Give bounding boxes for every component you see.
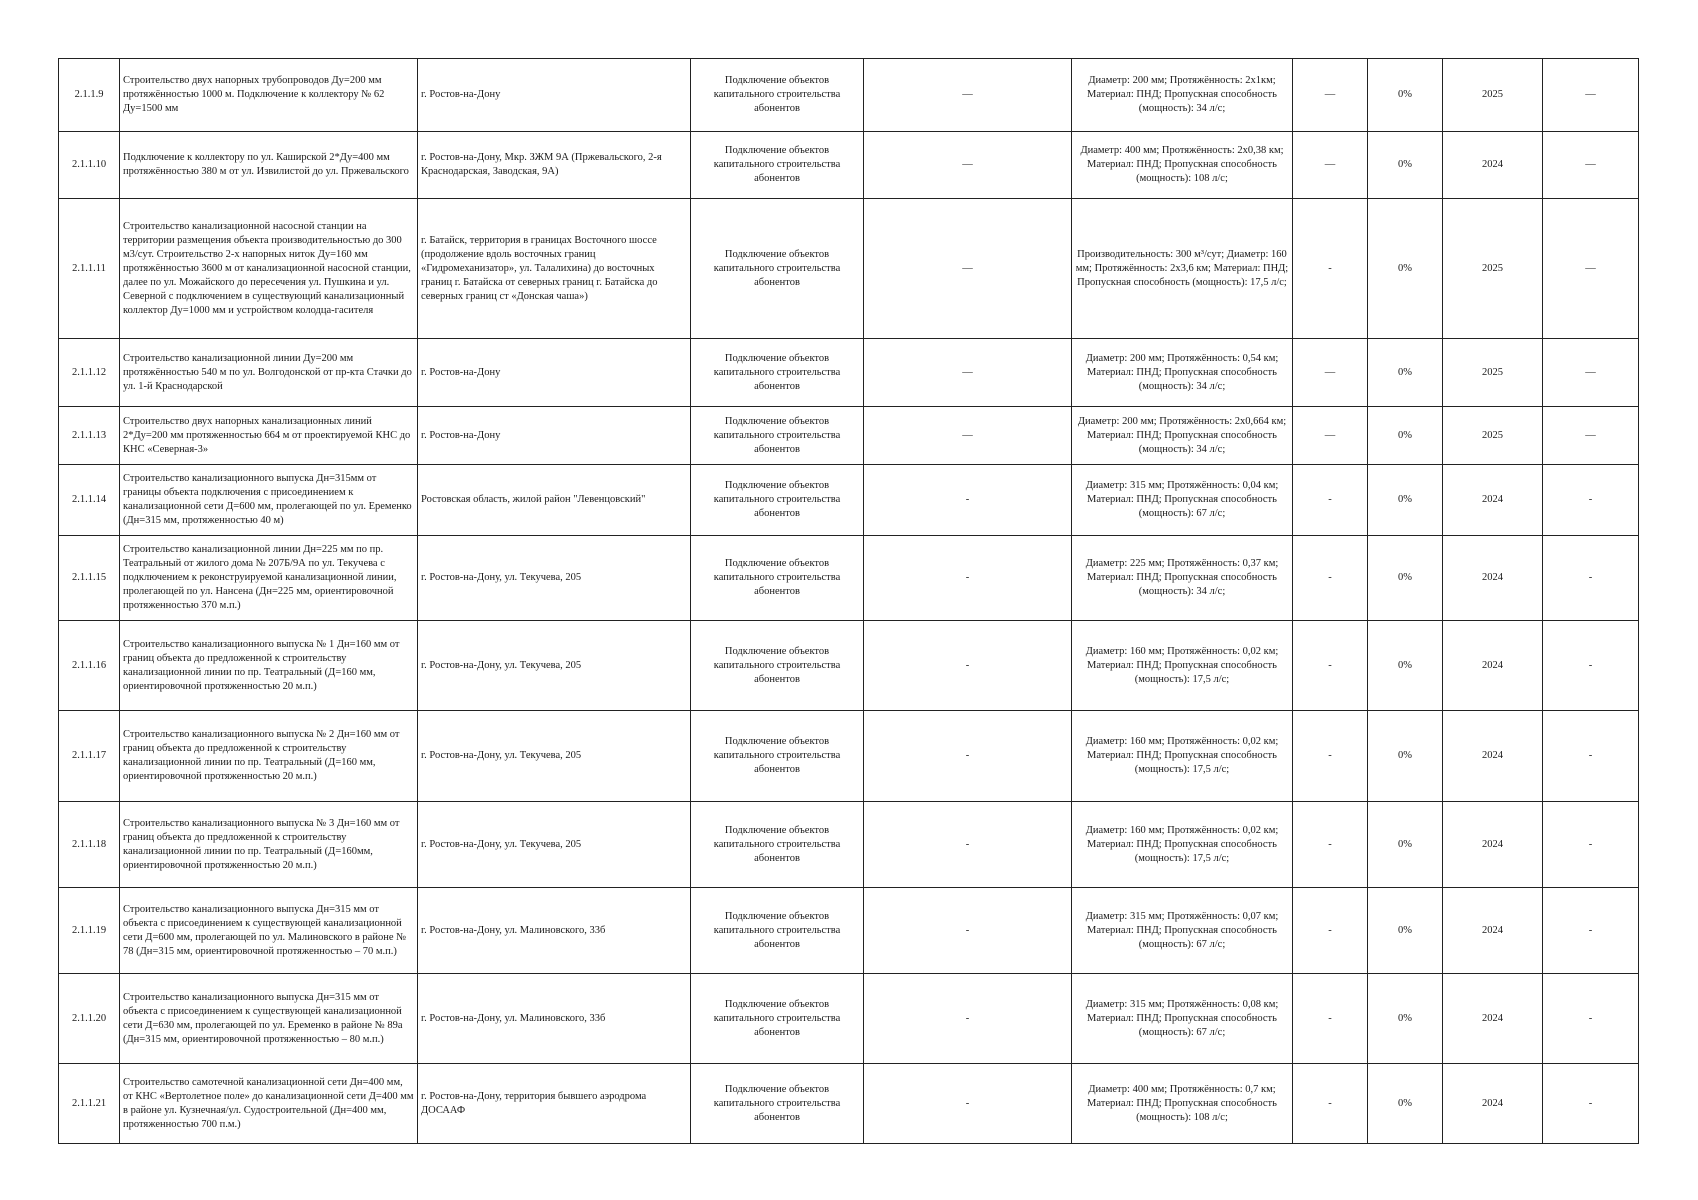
- value-column-5: -: [864, 802, 1072, 888]
- value-column-5: -: [864, 621, 1072, 711]
- row-number: 2.1.1.13: [59, 407, 120, 465]
- completion-year: 2024: [1443, 621, 1543, 711]
- technical-specification: Диаметр: 315 мм; Протяжённость: 0,08 км; Материал: ПНД; Пропускная способность (мощность): 67 л/с;: [1072, 974, 1293, 1064]
- row-number: 2.1.1.19: [59, 888, 120, 974]
- project-address: г. Ростов-на-Дону: [418, 59, 691, 132]
- value-column-5: —: [864, 132, 1072, 199]
- technical-specification: Диаметр: 160 мм; Протяжённость: 0,02 км; Материал: ПНД; Пропускная способность (мощность): 17,5 л/с;: [1072, 802, 1293, 888]
- value-column-10: —: [1543, 339, 1639, 407]
- table-row: [59, 711, 1639, 802]
- completion-year: 2025: [1443, 407, 1543, 465]
- value-column-10: -: [1543, 974, 1639, 1064]
- row-number: 2.1.1.15: [59, 536, 120, 621]
- project-address: г. Ростов-на-Дону, ул. Малиновского, 33б: [418, 974, 691, 1064]
- value-column-10: -: [1543, 621, 1639, 711]
- table-row: [59, 199, 1639, 339]
- value-column-10: -: [1543, 465, 1639, 536]
- value-column-7: —: [1293, 132, 1368, 199]
- technical-specification: Диаметр: 400 мм; Протяжённость: 0,7 км; Материал: ПНД; Пропускная способность (мощность): 108 л/с;: [1072, 1064, 1293, 1144]
- value-column-7: -: [1293, 888, 1368, 974]
- row-number: 2.1.1.18: [59, 802, 120, 888]
- completion-percent: 0%: [1368, 711, 1443, 802]
- project-description: Строительство двух напорных трубопроводов Ду=200 мм протяжённостью 1000 м. Подключение к коллектору № 62 Ду=1500 мм: [120, 59, 418, 132]
- completion-year: 2024: [1443, 1064, 1543, 1144]
- value-column-10: -: [1543, 802, 1639, 888]
- value-column-10: -: [1543, 888, 1639, 974]
- project-purpose: Подключение объектов капитального строительства абонентов: [691, 132, 864, 199]
- value-column-7: -: [1293, 465, 1368, 536]
- value-column-5: -: [864, 465, 1072, 536]
- construction-projects-table: [58, 58, 1639, 1144]
- project-address: г. Батайск, территория в границах Восточного шоссе (продолжение вдоль восточных границ «Гидромеханизатор», ул. Талалихина) до восточных границ г. Батайска от северных границ г. Батайска до северных границ ст «Донская чаша»): [418, 199, 691, 339]
- value-column-10: —: [1543, 59, 1639, 132]
- value-column-5: —: [864, 59, 1072, 132]
- project-description: Строительство канализационного выпуска Дн=315 мм от объекта с присоединением к существующей канализационной сети Д=600 мм, пролегающей по ул. Малиновского в районе № 78 (Дн=315 мм, ориентировочной протяженностью – 70 м.п.): [120, 888, 418, 974]
- project-address: Ростовская область, жилой район "Левенцовский": [418, 465, 691, 536]
- table-row: [59, 339, 1639, 407]
- technical-specification: Диаметр: 160 мм; Протяжённость: 0,02 км; Материал: ПНД; Пропускная способность (мощность): 17,5 л/с;: [1072, 621, 1293, 711]
- value-column-7: -: [1293, 536, 1368, 621]
- table-row: [59, 974, 1639, 1064]
- value-column-5: -: [864, 888, 1072, 974]
- project-address: г. Ростов-на-Дону, ул. Текучева, 205: [418, 621, 691, 711]
- project-address: г. Ростов-на-Дону, ул. Текучева, 205: [418, 802, 691, 888]
- completion-percent: 0%: [1368, 407, 1443, 465]
- project-address: г. Ростов-на-Дону, ул. Малиновского, 33б: [418, 888, 691, 974]
- project-description: Подключение к коллектору по ул. Каширской 2*Ду=400 мм протяжённостью 380 м от ул. Извилистой до ул. Пржевальского: [120, 132, 418, 199]
- technical-specification: Диаметр: 315 мм; Протяжённость: 0,04 км; Материал: ПНД; Пропускная способность (мощность): 67 л/с;: [1072, 465, 1293, 536]
- project-description: Строительство канализационного выпуска № 1 Дн=160 мм от границ объекта до предложенной к строительству канализационной линии по пр. Театральный (Д=160 мм, ориентировочной протяженностью 20 м.п.): [120, 621, 418, 711]
- value-column-5: —: [864, 199, 1072, 339]
- row-number: 2.1.1.14: [59, 465, 120, 536]
- completion-percent: 0%: [1368, 802, 1443, 888]
- project-address: г. Ростов-на-Дону, Мкр. ЗЖМ 9А (Пржевальского, 2-я Краснодарская, Заводская, 9А): [418, 132, 691, 199]
- row-number: 2.1.1.17: [59, 711, 120, 802]
- row-number: 2.1.1.12: [59, 339, 120, 407]
- project-purpose: Подключение объектов капитального строительства абонентов: [691, 536, 864, 621]
- technical-specification: Диаметр: 315 мм; Протяжённость: 0,07 км; Материал: ПНД; Пропускная способность (мощность): 67 л/с;: [1072, 888, 1293, 974]
- table-row: [59, 407, 1639, 465]
- value-column-10: -: [1543, 711, 1639, 802]
- value-column-10: —: [1543, 407, 1639, 465]
- completion-percent: 0%: [1368, 888, 1443, 974]
- table-row: [59, 59, 1639, 132]
- value-column-7: -: [1293, 1064, 1368, 1144]
- project-description: Строительство канализационного выпуска Дн=315 мм от объекта с присоединением к существующей канализационной сети Д=630 мм, пролегающей по ул. Еременко в районе № 89а (Дн=315 мм, ориентировочной протяженностью – 80 м.п.): [120, 974, 418, 1064]
- project-description: Строительство самотечной канализационной сети Дн=400 мм, от КНС «Вертолетное поле» до канализационной сети Д=400 мм в районе ул. Кузнечная/ул. Судостроительной (Дн=400 мм, протяженностью 700 п.м.): [120, 1064, 418, 1144]
- value-column-5: -: [864, 1064, 1072, 1144]
- completion-percent: 0%: [1368, 339, 1443, 407]
- row-number: 2.1.1.20: [59, 974, 120, 1064]
- table-row: [59, 621, 1639, 711]
- project-purpose: Подключение объектов капитального строительства абонентов: [691, 1064, 864, 1144]
- value-column-7: -: [1293, 711, 1368, 802]
- value-column-10: -: [1543, 1064, 1639, 1144]
- value-column-5: -: [864, 974, 1072, 1064]
- technical-specification: Диаметр: 400 мм; Протяжённость: 2х0,38 км; Материал: ПНД; Пропускная способность (мощность): 108 л/с;: [1072, 132, 1293, 199]
- row-number: 2.1.1.16: [59, 621, 120, 711]
- value-column-5: -: [864, 711, 1072, 802]
- project-address: г. Ростов-на-Дону, ул. Текучева, 205: [418, 536, 691, 621]
- completion-year: 2025: [1443, 59, 1543, 132]
- value-column-7: -: [1293, 802, 1368, 888]
- project-description: Строительство канализационного выпуска Дн=315мм от границы объекта подключения с присоединением к канализационной сети Д=600 мм, пролегающей по ул. Еременко (Дн=315 мм, протяженностью 40 м): [120, 465, 418, 536]
- value-column-7: —: [1293, 407, 1368, 465]
- completion-percent: 0%: [1368, 59, 1443, 132]
- project-purpose: Подключение объектов капитального строительства абонентов: [691, 711, 864, 802]
- table-row: [59, 888, 1639, 974]
- value-column-10: -: [1543, 536, 1639, 621]
- value-column-7: -: [1293, 974, 1368, 1064]
- project-address: г. Ростов-на-Дону: [418, 407, 691, 465]
- completion-percent: 0%: [1368, 621, 1443, 711]
- project-purpose: Подключение объектов капитального строительства абонентов: [691, 974, 864, 1064]
- completion-percent: 0%: [1368, 465, 1443, 536]
- table-row: [59, 132, 1639, 199]
- completion-year: 2024: [1443, 888, 1543, 974]
- table-row: [59, 802, 1639, 888]
- value-column-5: -: [864, 536, 1072, 621]
- project-description: Строительство канализационного выпуска № 2 Дн=160 мм от границ объекта до предложенной к строительству канализационной линии по пр. Театральный (Д=160 мм, ориентировочной протяженностью 20 м.п.): [120, 711, 418, 802]
- value-column-5: —: [864, 407, 1072, 465]
- completion-year: 2024: [1443, 802, 1543, 888]
- completion-year: 2024: [1443, 536, 1543, 621]
- technical-specification: Диаметр: 160 мм; Протяжённость: 0,02 км; Материал: ПНД; Пропускная способность (мощность): 17,5 л/с;: [1072, 711, 1293, 802]
- table-body: [59, 59, 1639, 1144]
- technical-specification: Диаметр: 200 мм; Протяжённость: 2х0,664 км; Материал: ПНД; Пропускная способность (мощность): 34 л/с;: [1072, 407, 1293, 465]
- completion-year: 2025: [1443, 339, 1543, 407]
- project-purpose: Подключение объектов капитального строительства абонентов: [691, 407, 864, 465]
- completion-year: 2024: [1443, 711, 1543, 802]
- table-row: [59, 536, 1639, 621]
- completion-year: 2025: [1443, 199, 1543, 339]
- project-purpose: Подключение объектов капитального строительства абонентов: [691, 621, 864, 711]
- technical-specification: Производительность: 300 м³/сут; Диаметр: 160 мм; Протяжённость: 2х3,6 км; Материал: ПНД; Пропускная способность (мощность): 17,5 л/с;: [1072, 199, 1293, 339]
- project-description: Строительство канализационной линии Дн=225 мм по пр. Театральный от жилого дома № 207Б/9А по ул. Текучева с подключением к реконструируемой канализационной линии, пролегающей по ул. Нансена (Дн=225 мм, ориентировочной протяженностью 370 м.п.): [120, 536, 418, 621]
- project-address: г. Ростов-на-Дону, ул. Текучева, 205: [418, 711, 691, 802]
- project-purpose: Подключение объектов капитального строительства абонентов: [691, 59, 864, 132]
- table-row: [59, 465, 1639, 536]
- technical-specification: Диаметр: 200 мм; Протяжённость: 0,54 км; Материал: ПНД; Пропускная способность (мощность): 34 л/с;: [1072, 339, 1293, 407]
- completion-percent: 0%: [1368, 974, 1443, 1064]
- technical-specification: Диаметр: 200 мм; Протяжённость: 2х1км; Материал: ПНД; Пропускная способность (мощность): 34 л/с;: [1072, 59, 1293, 132]
- project-address: г. Ростов-на-Дону, территория бывшего аэродрома ДОСААФ: [418, 1064, 691, 1144]
- completion-percent: 0%: [1368, 536, 1443, 621]
- row-number: 2.1.1.10: [59, 132, 120, 199]
- project-description: Строительство двух напорных канализационных линий 2*Ду=200 мм протяженностью 664 м от проектируемой КНС до КНС «Северная-3»: [120, 407, 418, 465]
- value-column-7: —: [1293, 59, 1368, 132]
- completion-year: 2024: [1443, 465, 1543, 536]
- value-column-10: —: [1543, 132, 1639, 199]
- project-purpose: Подключение объектов капитального строительства абонентов: [691, 888, 864, 974]
- project-purpose: Подключение объектов капитального строительства абонентов: [691, 199, 864, 339]
- row-number: 2.1.1.9: [59, 59, 120, 132]
- value-column-10: —: [1543, 199, 1639, 339]
- completion-year: 2024: [1443, 132, 1543, 199]
- project-purpose: Подключение объектов капитального строительства абонентов: [691, 802, 864, 888]
- completion-percent: 0%: [1368, 1064, 1443, 1144]
- value-column-7: -: [1293, 199, 1368, 339]
- project-description: Строительство канализационной насосной станции на территории размещения объекта производительностью до 300 м3/сут. Строительство 2-х напорных ниток Ду=160 мм протяжённостью 3600 м от канализационной насосной станции, далее по ул. Можайского до пересечения ул. Пушкина и ул. Северной с подключением в существующий канализационный коллектор Ду=1000 мм и устройством колодца-гасителя: [120, 199, 418, 339]
- technical-specification: Диаметр: 225 мм; Протяжённость: 0,37 км; Материал: ПНД; Пропускная способность (мощность): 34 л/с;: [1072, 536, 1293, 621]
- completion-percent: 0%: [1368, 199, 1443, 339]
- project-description: Строительство канализационной линии Ду=200 мм протяжённостью 540 м по ул. Волгодонской от пр-кта Стачки до ул. 1-й Краснодарской: [120, 339, 418, 407]
- completion-year: 2024: [1443, 974, 1543, 1064]
- project-purpose: Подключение объектов капитального строительства абонентов: [691, 339, 864, 407]
- project-address: г. Ростов-на-Дону: [418, 339, 691, 407]
- project-description: Строительство канализационного выпуска № 3 Дн=160 мм от границ объекта до предложенной к строительству канализационной линии по пр. Театральный (Д=160мм, ориентировочной протяженностью 20 м.п.): [120, 802, 418, 888]
- value-column-5: —: [864, 339, 1072, 407]
- completion-percent: 0%: [1368, 132, 1443, 199]
- row-number: 2.1.1.21: [59, 1064, 120, 1144]
- value-column-7: —: [1293, 339, 1368, 407]
- value-column-7: -: [1293, 621, 1368, 711]
- project-purpose: Подключение объектов капитального строительства абонентов: [691, 465, 864, 536]
- row-number: 2.1.1.11: [59, 199, 120, 339]
- table-row: [59, 1064, 1639, 1144]
